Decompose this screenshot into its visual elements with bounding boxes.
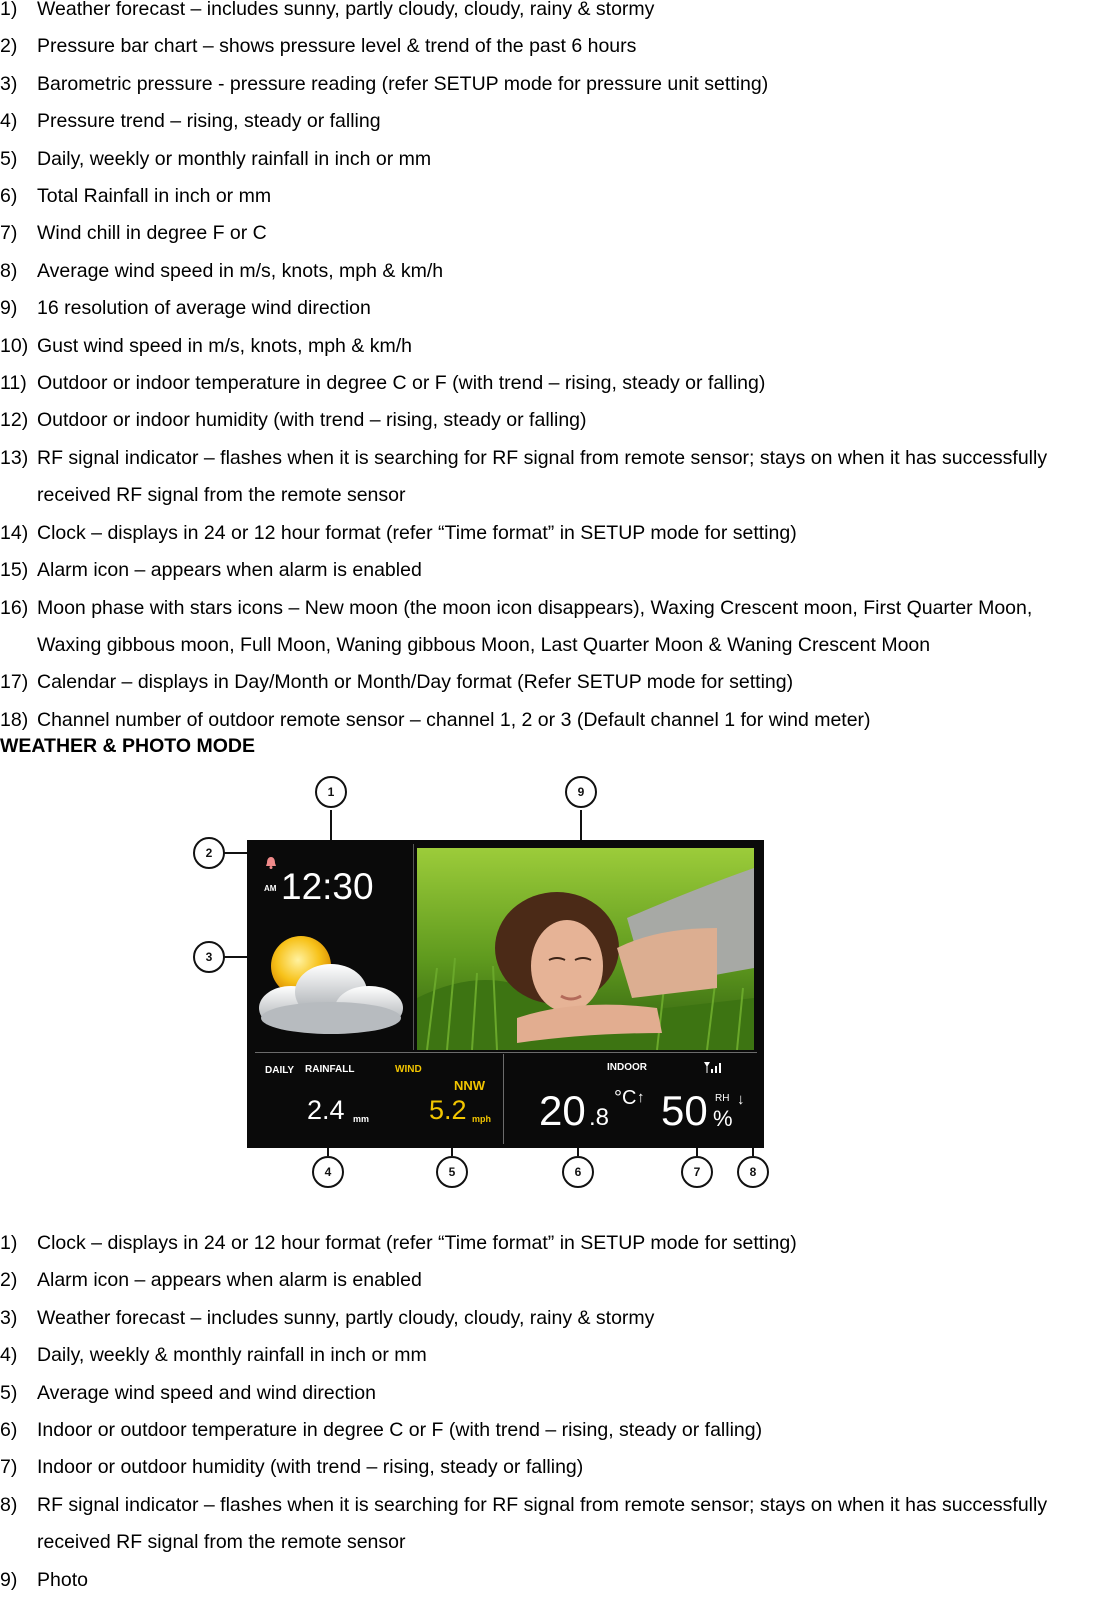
list-item-continuation: received RF signal from the remote sensor — [37, 484, 406, 507]
screen-divider — [413, 844, 414, 1050]
partly-cloudy-icon — [251, 930, 411, 1040]
rainfall-unit: mm — [353, 1114, 370, 1124]
callout-7: 7 — [681, 1156, 713, 1188]
temperature-decimal: .8 — [589, 1104, 610, 1131]
list-item: 11) Outdoor or indoor temperature in degree C or F (with trend – rising, steady or falling) — [0, 372, 766, 395]
rf-signal-icon — [702, 1060, 724, 1074]
list-item: 18) Channel number of outdoor remote sensor – channel 1, 2 or 3 (Default channel 1 for wind meter) — [0, 708, 871, 731]
list-item: 4) Pressure trend – rising, steady or falling — [0, 110, 381, 133]
list-item: 1) Weather forecast – includes sunny, partly cloudy, cloudy, rainy & stormy — [0, 0, 655, 20]
list-item: 10) Gust wind speed in m/s, knots, mph & km/h — [0, 334, 412, 357]
temperature-trend-arrow: ↑ — [637, 1089, 645, 1106]
list-item: 15) Alarm icon – appears when alarm is enabled — [0, 559, 422, 582]
callout-3: 3 — [193, 941, 225, 973]
list-item: 7) Wind chill in degree F or C — [0, 222, 267, 245]
list-item: 3) Barometric pressure - pressure reading (refer SETUP mode for pressure unit setting) — [0, 72, 769, 95]
indoor-label: INDOOR — [607, 1062, 647, 1073]
list-item: 8) Average wind speed in m/s, knots, mph & km/h — [0, 259, 444, 282]
wind-label: WIND — [395, 1064, 422, 1075]
list-item-continuation: Waxing gibbous moon, Full Moon, Waning gibbous Moon, Last Quarter Moon & Waning Crescent Moon — [37, 633, 931, 656]
leader-line — [580, 810, 582, 840]
leader-line — [330, 810, 332, 840]
clock-display: 12:30 — [281, 866, 374, 907]
screen-divider — [255, 1052, 757, 1053]
ampm-indicator: AM — [264, 884, 277, 893]
list-item: 16) Moon phase with stars icons – New moon (the moon icon disappears), Waxing Crescent moon, First Quarter Moon, — [0, 596, 1033, 619]
daily-label: DAILY — [265, 1065, 295, 1076]
temperature-unit: °C — [614, 1087, 637, 1109]
wind-direction: NNW — [454, 1078, 486, 1093]
weather-photo-figure — [190, 780, 790, 1210]
callout-6: 6 — [562, 1156, 594, 1188]
list-item: 6) Indoor or outdoor temperature in degree C or F (with trend – rising, steady or falling) — [0, 1419, 763, 1442]
humidity-rh-label: RH — [715, 1093, 730, 1104]
list-item: 1) Clock – displays in 24 or 12 hour format (refer “Time format” in SETUP mode for setting) — [0, 1232, 797, 1254]
list-item: 5) Daily, weekly or monthly rainfall in inch or mm — [0, 147, 432, 170]
photo-image — [417, 848, 754, 1050]
callout-8: 8 — [737, 1156, 769, 1188]
list-item: 2) Pressure bar chart – shows pressure level & trend of the past 6 hours — [0, 35, 637, 58]
rainfall-label: RAINFALL — [305, 1064, 355, 1075]
humidity-value: 50 — [661, 1087, 708, 1134]
wind-speed-unit: mph — [472, 1114, 491, 1124]
callout-2: 2 — [193, 837, 225, 869]
screen-divider — [503, 1054, 504, 1144]
rainfall-value: 2.4 — [307, 1095, 345, 1125]
list-item: 14) Clock – displays in 24 or 12 hour format (refer “Time format” in SETUP mode for setting) — [0, 521, 797, 544]
list-item: 9) Photo — [0, 1568, 88, 1591]
list-item-continuation: received RF signal from the remote sensor — [37, 1531, 406, 1554]
humidity-percent: % — [713, 1106, 733, 1131]
temperature-value: 20 — [539, 1087, 586, 1134]
callout-5: 5 — [436, 1156, 468, 1188]
list-item: 4) Daily, weekly & monthly rainfall in inch or mm — [0, 1344, 427, 1367]
callout-4: 4 — [312, 1156, 344, 1188]
list-item: 12) Outdoor or indoor humidity (with trend – rising, steady or falling) — [0, 409, 587, 432]
list-item: 5) Average wind speed and wind direction — [0, 1381, 376, 1404]
section-heading: WEATHER & PHOTO MODE — [0, 735, 255, 757]
list-item: 6) Total Rainfall in inch or mm — [0, 185, 272, 208]
humidity-trend-arrow: ↓ — [737, 1091, 745, 1108]
list-item: 17) Calendar – displays in Day/Month or Month/Day format (Refer SETUP mode for setting) — [0, 671, 794, 694]
list-item: 9) 16 resolution of average wind direction — [0, 297, 371, 320]
alarm-bell-icon — [264, 856, 278, 870]
list-item: 3) Weather forecast – includes sunny, partly cloudy, cloudy, rainy & stormy — [0, 1306, 655, 1329]
callout-1: 1 — [315, 776, 347, 808]
list-item: 2) Alarm icon – appears when alarm is enabled — [0, 1269, 422, 1292]
list-item: 7) Indoor or outdoor humidity (with trend – rising, steady or falling) — [0, 1456, 584, 1479]
wind-speed-value: 5.2 — [429, 1095, 467, 1125]
feature-list-main — [0, 0, 1116, 739]
device-screen — [247, 840, 764, 1148]
list-item: 13) RF signal indicator – flashes when it is searching for RF signal from remote sensor; stays on when it has successfully — [0, 446, 1048, 469]
list-item: 8) RF signal indicator – flashes when it is searching for RF signal from remote sensor; stays on when it has successfully — [0, 1493, 1048, 1516]
callout-9: 9 — [565, 776, 597, 808]
feature-list-photo-mode — [0, 1225, 1116, 1599]
